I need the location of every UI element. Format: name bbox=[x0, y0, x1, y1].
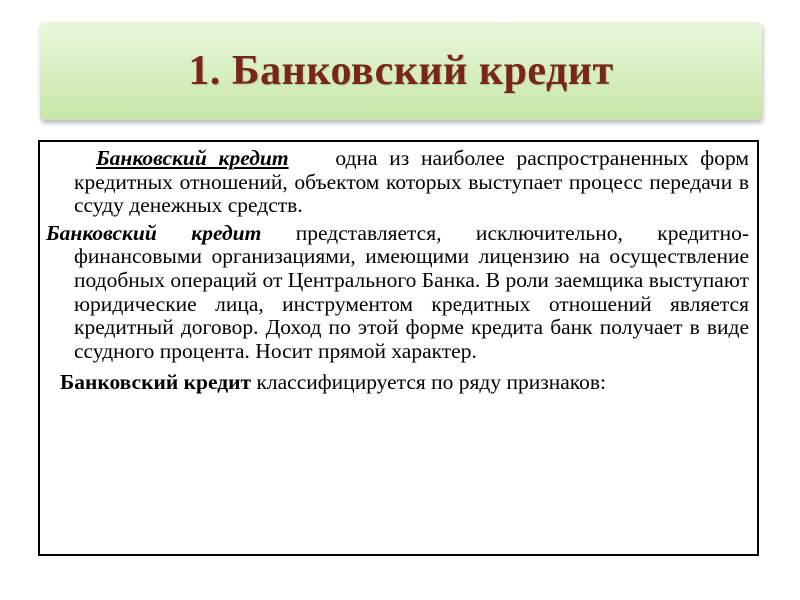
term-bank-credit-bold: Банковский кредит bbox=[60, 370, 252, 395]
paragraph-description bbox=[46, 222, 749, 364]
term-bank-credit-italic: Банковский кредит bbox=[46, 220, 262, 245]
slide-title: 1. Банковский кредит bbox=[188, 48, 614, 94]
term-bank-credit-underlined: Банковский кредит bbox=[96, 146, 289, 170]
description-text: представляется, исключительно, кредитно-финансовыми организациями, имеющими лицензию на осуществление подобных операций от Центрального Банка. В роли заемщика выступают юридические лица, инструментом кредитных отношений является кредитный договор. Доход по этой форме кредита банк получает в виде ссудного процента. Носит прямой характер. bbox=[74, 220, 749, 363]
classification-text: классифицируется по ряду признаков: bbox=[256, 370, 607, 395]
paragraph-classification bbox=[46, 371, 749, 395]
paragraph-definition bbox=[46, 147, 749, 218]
content-frame bbox=[38, 140, 759, 556]
title-banner bbox=[40, 22, 762, 120]
definition-text: одна из наиболее распространенных форм кредитных отношений, объектом которых выступает процесс передачи в ссуду денежных средств. bbox=[74, 146, 749, 218]
